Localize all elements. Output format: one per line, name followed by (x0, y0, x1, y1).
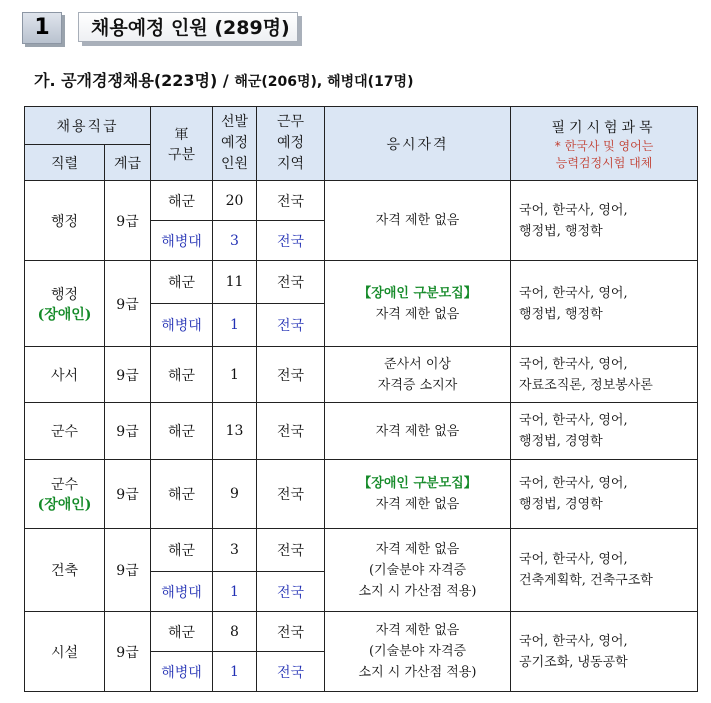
cell-region: 전국 (257, 181, 325, 221)
cell-branch: 해군 (151, 403, 213, 460)
subject-line: 국어, 한국사, 영어, (519, 633, 628, 649)
cell-qualification (325, 460, 511, 529)
header-planned-2: 예정 (220, 135, 249, 151)
series-label: 건축 (50, 563, 79, 579)
cell-count: 3 (213, 529, 257, 572)
cell-subjects (511, 460, 698, 529)
cell-grade: 9급 (105, 529, 151, 612)
qualification-tag: 【장애인 구분모집】 (358, 476, 477, 491)
cell-branch: 해군 (151, 460, 213, 529)
cell-count: 9 (213, 460, 257, 529)
cell-grade: 9급 (105, 460, 151, 529)
series-label: 행정 (50, 213, 79, 230)
cell-series (25, 347, 105, 403)
table-row (25, 347, 698, 403)
cell-grade: 9급 (105, 403, 151, 460)
cell-count: 8 (213, 612, 257, 652)
cell-region: 전국 (257, 652, 325, 692)
header-subjects-label: 필기시험과목 (551, 119, 657, 136)
subject-line: 공기조화, 냉동공학 (519, 654, 628, 670)
cell-qualification (325, 347, 511, 403)
qualification-tag: 【장애인 구분모집】 (358, 285, 477, 301)
subject-line: 행정법, 행정학 (519, 306, 603, 322)
cell-branch: 해군 (151, 529, 213, 572)
cell-grade: 9급 (105, 261, 151, 347)
cell-region: 전국 (257, 221, 325, 261)
cell-grade: 9급 (105, 181, 151, 261)
cell-count: 13 (213, 403, 257, 460)
series-sub-label: (장애인) (37, 497, 92, 513)
cell-branch: 해군 (151, 261, 213, 304)
cell-region: 전국 (257, 347, 325, 403)
header-region-2: 예정 (276, 135, 305, 151)
subtitle (34, 68, 413, 91)
qualification-line: 자격 제한 없음 (375, 497, 460, 512)
cell-series (25, 460, 105, 529)
cell-region: 전국 (257, 529, 325, 572)
subject-line: 국어, 한국사, 영어, (519, 285, 628, 301)
header-region-3: 지역 (276, 156, 305, 172)
cell-qualification (325, 612, 511, 692)
cell-series (25, 403, 105, 460)
subtitle-main: 가. 공개경쟁채용(223명) / (34, 71, 235, 90)
qualification-line: 자격증 소지자 (377, 377, 458, 393)
header-job: 채용직급 (25, 107, 151, 145)
cell-count: 1 (213, 652, 257, 692)
series-sub-label: (장애인) (37, 306, 92, 323)
cell-qualification (325, 403, 511, 460)
cell-series (25, 612, 105, 692)
qualification-line: 자격 제한 없음 (375, 623, 460, 638)
header-subjects-note-1: * 한국사 및 영어는 (554, 138, 654, 153)
header-region (257, 107, 325, 181)
qualification-line: 소지 시 가산점 적용) (358, 583, 477, 599)
series-label: 군수 (50, 477, 79, 493)
cell-subjects (511, 529, 698, 612)
recruitment-table (24, 106, 698, 692)
cell-subjects (511, 347, 698, 403)
subject-line: 자료조직론, 정보봉사론 (519, 377, 653, 393)
qualification-line: (기술분야 자격증 (368, 562, 467, 578)
table-row (25, 460, 698, 529)
table-row (25, 403, 698, 460)
subject-line: 국어, 한국사, 영어, (519, 476, 628, 491)
cell-region: 전국 (257, 304, 325, 347)
series-label: 군수 (50, 424, 79, 440)
cell-count: 1 (213, 304, 257, 347)
subject-line: 건축계획학, 건축구조학 (519, 573, 653, 588)
cell-qualification (325, 181, 511, 261)
header-subjects (511, 107, 698, 181)
cell-count: 1 (213, 572, 257, 612)
header-subjects-note-2: 능력검정시험 대체 (555, 155, 653, 170)
subject-line: 행정법, 경영학 (519, 434, 603, 449)
header-region-1: 근무 (276, 114, 305, 130)
subject-line: 국어, 한국사, 영어, (519, 202, 628, 218)
cell-subjects (511, 181, 698, 261)
cell-region: 전국 (257, 612, 325, 652)
subject-line: 국어, 한국사, 영어, (519, 413, 628, 428)
cell-series (25, 261, 105, 347)
section-number: 1 (22, 12, 62, 44)
qualification-line: 자격 제한 없음 (375, 306, 460, 322)
header-planned-3: 인원 (220, 156, 249, 172)
cell-count: 11 (213, 261, 257, 304)
cell-region: 전국 (257, 572, 325, 612)
cell-branch: 해병대 (151, 572, 213, 612)
subject-line: 국어, 한국사, 영어, (519, 552, 628, 567)
subtitle-detail: 해군(206명), 해병대(17명) (234, 74, 414, 90)
cell-qualification (325, 529, 511, 612)
cell-grade: 9급 (105, 347, 151, 403)
cell-count: 1 (213, 347, 257, 403)
cell-subjects (511, 261, 698, 347)
cell-grade: 9급 (105, 612, 151, 692)
header-military (151, 107, 213, 181)
header-military-label: 구분 (167, 146, 196, 163)
cell-subjects (511, 403, 698, 460)
section-title: 채용예정 인원 (289명) (78, 12, 298, 42)
header-series: 직렬 (25, 145, 105, 181)
qualification-line: 자격 제한 없음 (375, 423, 460, 439)
cell-branch: 해군 (151, 612, 213, 652)
qualification-line: (기술분야 자격증 (368, 644, 467, 659)
qualification-line: 자격 제한 없음 (375, 541, 460, 557)
qualification-line: 소지 시 가산점 적용) (358, 665, 477, 680)
header-planned-1: 선발 (220, 114, 249, 130)
qualification-line: 준사서 이상 (384, 356, 451, 372)
cell-series (25, 529, 105, 612)
cell-branch: 해군 (151, 347, 213, 403)
cell-region: 전국 (257, 460, 325, 529)
header-planned (213, 107, 257, 181)
header-qualification: 응시자격 (325, 107, 511, 181)
header-row (25, 107, 698, 145)
cell-subjects (511, 612, 698, 692)
subject-line: 행정법, 경영학 (519, 497, 603, 512)
series-label: 사서 (50, 367, 79, 384)
qualification-line: 자격 제한 없음 (375, 213, 460, 228)
cell-count: 3 (213, 221, 257, 261)
cell-count: 20 (213, 181, 257, 221)
series-label: 행정 (50, 286, 79, 303)
cell-branch: 해군 (151, 181, 213, 221)
table-row (25, 261, 698, 304)
table-row (25, 612, 698, 652)
table-row (25, 529, 698, 572)
subject-line: 행정법, 행정학 (519, 223, 603, 239)
cell-qualification (325, 261, 511, 347)
series-label: 시설 (50, 644, 79, 661)
cell-series (25, 181, 105, 261)
cell-region: 전국 (257, 403, 325, 460)
subject-line: 국어, 한국사, 영어, (519, 356, 628, 372)
cell-branch: 해병대 (151, 221, 213, 261)
cell-branch: 해병대 (151, 304, 213, 347)
header-grade: 계급 (105, 145, 151, 181)
table-row (25, 181, 698, 221)
header-military-hanja: 軍 (174, 126, 189, 143)
cell-region: 전국 (257, 261, 325, 304)
cell-branch: 해병대 (151, 652, 213, 692)
